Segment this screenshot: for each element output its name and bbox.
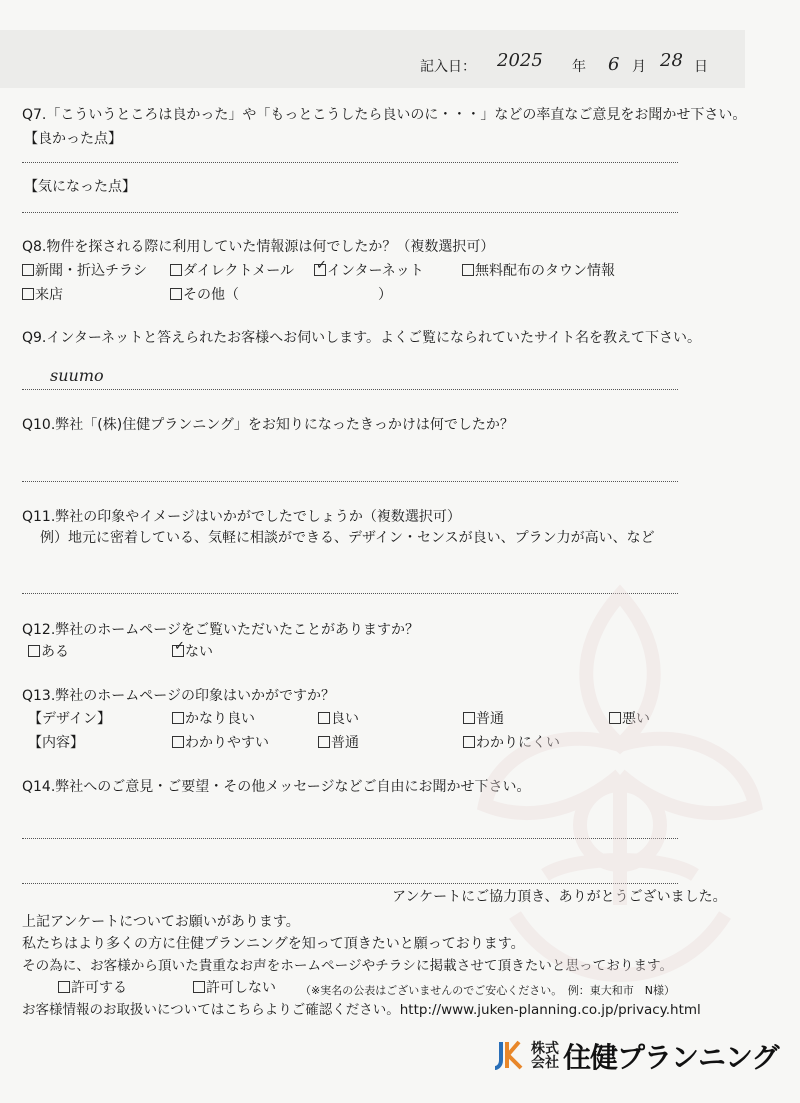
q8-option-town-info[interactable]: 無料配布のタウン情報 (462, 262, 615, 280)
q9-question: Q9.インターネットと答えられたお客様へお伺いします。よくご覧になられていたサイト名を教えて下さい。 (22, 330, 702, 346)
q7-question: Q7.「こういうところは良かった」や「もっとこうしたら良いのに・・・」などの率直なご意見をお聞かせ下さい。 (22, 107, 747, 123)
request-text-1: 上記アンケートについてお願いがあります。 (22, 914, 300, 930)
q11-question: Q11.弊社の印象やイメージはいかがでしたでしょうか（複数選択可） (22, 509, 461, 525)
q10-question: Q10.弊社「(株)住健プランニング」をお知りになったきっかけは何でしたか？ (22, 417, 514, 433)
q9-answer-handwritten: suumo (50, 366, 104, 385)
company-logo-mark-icon (493, 1038, 527, 1074)
watermark-ornament-icon (455, 575, 785, 1005)
q13-question: Q13.弊社のホームページの印象はいかがですか？ (22, 688, 336, 704)
q8-other-close-paren: ） (378, 287, 392, 303)
q14-question: Q14.弊社へのご意見・ご要望・その他メッセージなどご自由にお聞かせ下さい。 (22, 779, 531, 795)
q8-option-direct-mail[interactable]: ダイレクトメール (170, 262, 294, 280)
checkbox[interactable] (58, 981, 70, 993)
q8-option-other[interactable]: その他（ (170, 286, 239, 304)
permit-option[interactable]: 許可する (58, 979, 127, 997)
thanks-text: アンケートにご協力頂き、ありがとうございました。 (392, 889, 727, 905)
checkbox[interactable] (172, 736, 184, 748)
q13-design-good[interactable]: 良い (318, 710, 359, 728)
q12-option-yes[interactable]: ある (28, 643, 69, 661)
q13-design-bad[interactable]: 悪い (609, 710, 650, 728)
date-year-handwritten: 2025 (497, 50, 543, 71)
request-text-2: 私たちはより多くの方に住健プランニングを知って頂きたいと願っております。 (22, 936, 525, 952)
company-logo (493, 1036, 778, 1076)
checkbox-checked[interactable] (172, 645, 184, 657)
q7-good-answer-line[interactable] (22, 162, 678, 163)
checkbox[interactable] (28, 645, 40, 657)
q13-design-normal[interactable]: 普通 (463, 710, 504, 728)
day-unit: 日 (694, 59, 708, 75)
q8-option-internet[interactable]: ✓ インターネット (314, 262, 424, 280)
checkbox[interactable] (22, 288, 34, 300)
q13-content-easy[interactable]: わかりやすい (172, 734, 269, 752)
company-type-label: 株式会社 (531, 1041, 559, 1071)
checkbox[interactable] (22, 264, 34, 276)
q13-content-normal[interactable]: 普通 (318, 734, 359, 752)
checkbox[interactable] (462, 264, 474, 276)
q11-example: 例）地元に密着している、気軽に相談ができる、デザイン・センスが良い、プラン力が高い、など (40, 530, 655, 546)
q8-option-visit[interactable]: 来店 (22, 286, 63, 304)
privacy-text: お客様情報のお取扱いについてはこちらよりご確認ください。http://www.juken-planning.co.jp/privacy.html (22, 1002, 701, 1018)
q13-content-hard[interactable]: わかりにくい (463, 734, 560, 752)
q8-question: Q8.物件を探される際に利用していた情報源は何でしたか？（複数選択可） (22, 239, 495, 255)
q13-design-very-good[interactable]: かなり良い (172, 710, 255, 728)
q8-option-newspaper[interactable]: 新聞・折込チラシ (22, 262, 147, 280)
q7-concern-answer-line[interactable] (22, 212, 678, 213)
checkbox[interactable] (193, 981, 205, 993)
checkbox[interactable] (172, 712, 184, 724)
q12-question: Q12.弊社のホームページをご覧いただいたことがありますか？ (22, 622, 420, 638)
anonymity-note: （※実名の公表はございませんのでご安心ください。 例：東大和市 N様） (300, 984, 675, 997)
request-text-3: その為に、お客様から頂いた貴重なお声をホームページやチラシに掲載させて頂きたいと思っております。 (22, 958, 674, 974)
q12-option-no[interactable]: ✓ ない (172, 643, 213, 661)
date-label: 記入日： (420, 59, 476, 75)
month-unit: 月 (632, 59, 646, 75)
year-unit: 年 (572, 59, 586, 75)
checkbox[interactable] (318, 712, 330, 724)
q7-good-label: 【良かった点】 (24, 131, 122, 147)
not-permit-option[interactable]: 許可しない (193, 979, 276, 997)
q9-answer-line[interactable] (22, 389, 678, 390)
q7-concern-label: 【気になった点】 (24, 179, 136, 195)
checkbox[interactable] (170, 264, 182, 276)
company-name-logo-text: 住健プランニング (563, 1041, 779, 1074)
checkbox[interactable] (170, 288, 182, 300)
q10-answer-line[interactable] (22, 481, 678, 482)
q13-content-label: 【内容】 (28, 735, 84, 751)
date-month-handwritten: 6 (608, 54, 620, 75)
q13-design-label: 【デザイン】 (28, 711, 112, 727)
checkbox-checked[interactable] (314, 264, 326, 276)
checkbox[interactable] (318, 736, 330, 748)
date-day-handwritten: 28 (660, 50, 683, 71)
